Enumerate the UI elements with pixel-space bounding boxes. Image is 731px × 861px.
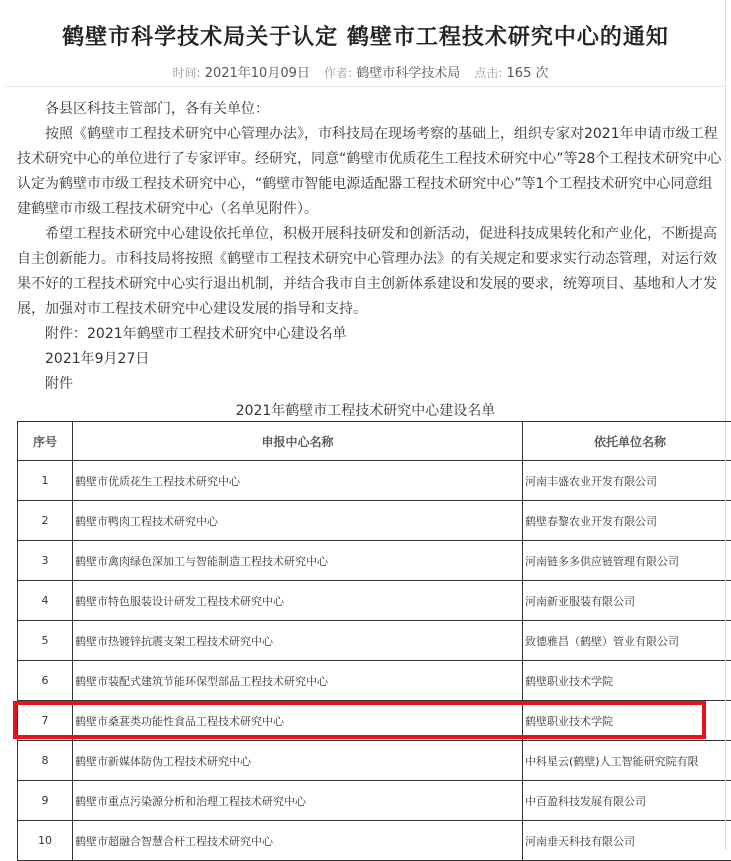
center-name: 鹤壁市超融合智慧合杆工程技术研究中心 (73, 821, 523, 861)
table-row (18, 501, 731, 541)
unit-name: 致德雅昌（鹤壁）管业有限公司 (523, 621, 731, 661)
unit-name: 河南丰盛农业开发有限公司 (523, 461, 731, 501)
center-name: 鹤壁市优质花生工程技术研究中心 (73, 461, 523, 501)
row-index: 4 (18, 581, 73, 621)
time-value: 2021年10月09日 (205, 66, 310, 81)
unit-name: 河南新亚服装有限公司 (523, 581, 731, 621)
unit-name: 鹤壁春黎农业开发有限公司 (523, 501, 731, 541)
article-meta (0, 62, 731, 81)
row-index: 5 (18, 621, 73, 661)
highlight-box (13, 701, 706, 739)
center-name: 鹤壁市禽肉绿色深加工与智能制造工程技术研究中心 (73, 541, 523, 581)
author-value: 鹤壁市科学技术局 (356, 66, 460, 81)
center-name: 鹤壁市特色服装设计研发工程技术研究中心 (73, 581, 523, 621)
clicks-label: 点击: (474, 66, 502, 80)
attachment-heading: 附件 (17, 372, 722, 397)
page-edge (725, 0, 731, 849)
header-center-name: 申报中心名称 (73, 422, 523, 461)
table-row (18, 661, 731, 701)
center-name: 鹤壁市新媒体防伪工程技术研究中心 (73, 741, 523, 781)
center-name: 鹤壁市重点污染源分析和治理工程技术研究中心 (73, 781, 523, 821)
unit-name: 中科星云(鹤壁)人工智能研究院有限 (523, 741, 731, 781)
center-name: 鹤壁市桑葚类功能性食品工程技术研究中心 (73, 701, 523, 741)
row-index: 7 (18, 701, 73, 741)
table-row (18, 581, 731, 621)
time-label: 时间: (173, 66, 201, 80)
paragraph-2: 希望工程技术研究中心建设依托单位，积极开展科技研发和创新活动，促进科技成果转化和产业化，不断提高自主创新能力。市科技局将按照《鹤壁市工程技术研究中心管理办法》的有关规定和要求实行动态管理，对运行效果不好的工程技术研究中心实行退出机制，并结合我市自主创新体系建设和发展的要求，统筹项目、基地和人才发展，加强对市工程技术研究中心建设发展的指导和支持。 (17, 222, 722, 322)
row-index: 9 (18, 781, 73, 821)
row-index: 8 (18, 741, 73, 781)
article-title: 鹤壁市科学技术局关于认定 鹤壁市工程技术研究中心的通知 (0, 20, 731, 51)
table-row (18, 741, 731, 781)
article-body (17, 97, 722, 397)
unit-name: 鹤壁职业技术学院 (523, 701, 731, 741)
unit-name: 河南垂天科技有限公司 (523, 821, 731, 861)
center-name: 鹤壁市鸭肉工程技术研究中心 (73, 501, 523, 541)
table-row (18, 781, 731, 821)
row-index: 10 (18, 821, 73, 861)
table-header-row (18, 422, 731, 461)
paragraph-1: 按照《鹤壁市工程技术研究中心管理办法》，市科技局在现场考察的基础上，组织专家对2021年申请市级工程技术研究中心的单位进行了专家评审。经研究，同意“鹤壁市优质花生工程技术研究中心”等28个工程技术研究中心认定为鹤壁市市级工程技术研究中心，“鹤壁市智能电源适配器工程技术研究中心”等1个工程技术研究中心同意组建鹤壁市市级工程技术研究中心（名单见附件）。 (17, 122, 722, 222)
table-row (18, 821, 731, 861)
attachment-line: 附件：2021年鹤壁市工程技术研究中心建设名单 (17, 322, 722, 347)
center-name: 鹤壁市热镀锌抗震支架工程技术研究中心 (73, 621, 523, 661)
row-index: 2 (18, 501, 73, 541)
centers-table (17, 421, 731, 861)
row-index: 3 (18, 541, 73, 581)
table-row (18, 621, 731, 661)
row-index: 1 (18, 461, 73, 501)
row-index: 6 (18, 661, 73, 701)
unit-name: 鹤壁职业技术学院 (523, 661, 731, 701)
table-row (18, 461, 731, 501)
clicks-value: 165 次 (507, 66, 549, 81)
center-name: 鹤壁市装配式建筑节能环保型部品工程技术研究中心 (73, 661, 523, 701)
table-row (18, 541, 731, 581)
unit-name: 中百盈科技发展有限公司 (523, 781, 731, 821)
header-index: 序号 (18, 422, 73, 461)
author-label: 作者: (324, 66, 352, 80)
salutation: 各县区科技主管部门，各有关单位： (17, 97, 722, 122)
table-caption: 2021年鹤壁市工程技术研究中心建设名单 (0, 400, 731, 420)
title-divider (6, 86, 725, 87)
header-unit-name: 依托单位名称 (523, 422, 731, 461)
date-line: 2021年9月27日 (17, 347, 722, 372)
unit-name: 河南链多多供应链管理有限公司 (523, 541, 731, 581)
